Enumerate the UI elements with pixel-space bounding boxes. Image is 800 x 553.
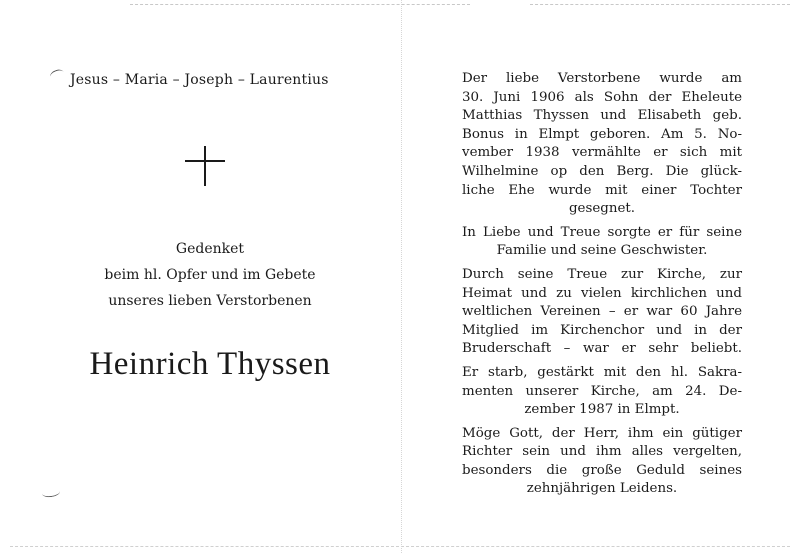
biography-line: Bruderschaft – war er sehr beliebt. (462, 341, 742, 357)
biography-paragraph (462, 364, 742, 420)
biography-line: weltlichen Vereinen – er war 60 Jahre (462, 304, 742, 320)
memorial-line: beim hl. Opfer und im Gebete (104, 267, 316, 283)
memorial-text (60, 236, 360, 314)
biography-line: menten unserer Kirche, am 24. De- (462, 383, 742, 399)
biography-paragraph (462, 70, 742, 219)
biography-line: Bonus in Elmpt geboren. Am 5. No- (462, 126, 742, 142)
biography-line: Heimat und zu vielen kirchlichen und (462, 285, 742, 301)
biography-line: Durch seine Treue zur Kirche, zur (462, 266, 742, 282)
biography-line: 30. Juni 1906 als Sohn der Eheleute (462, 89, 742, 105)
biography-line: Matthias Thyssen und Elisabeth geb. (462, 108, 742, 124)
biography-line: In Liebe und Treue sorgte er für seine (462, 224, 742, 240)
cross-icon (185, 146, 225, 186)
biography-line: Richter sein und ihm alles vergelten, (462, 444, 742, 460)
deceased-name: Heinrich Thyssen (89, 346, 331, 382)
biography-paragraph (462, 425, 742, 499)
biography-line: gesegnet. (568, 201, 636, 217)
biography-line: Wilhelmine op den Berg. Die glück- (462, 163, 742, 179)
card-fold-line (401, 0, 402, 553)
biography-paragraph (462, 224, 742, 261)
biography-line: zember 1987 in Elmpt. (524, 402, 680, 418)
biography-line: Der liebe Verstorbene wurde am (462, 71, 742, 86)
left-panel (20, 0, 390, 553)
biography-paragraph (462, 266, 742, 359)
invocation-line: Jesus – Maria – Joseph – Laurentius (70, 72, 329, 88)
memorial-line: unseres lieben Verstorbenen (108, 293, 312, 309)
biography-line: vember 1938 vermählte er sich mit (462, 145, 742, 161)
biography-line: Er starb, gestärkt mit den hl. Sakra- (462, 364, 742, 380)
scan-artifact-line (530, 4, 790, 5)
biography-line: Mitglied im Kirchenchor und in der (462, 322, 742, 338)
biography-line: besonders die große Geduld seines (462, 462, 742, 478)
biography-line: Familie und seine Geschwister. (496, 243, 708, 259)
memorial-line: Gedenket (175, 241, 245, 257)
biography-line: liche Ehe wurde mit einer Tochter (462, 182, 742, 198)
biography-line: zehnjährigen Leidens. (526, 481, 678, 497)
biography-line: Möge Gott, der Herr, ihm ein gütiger (462, 425, 742, 441)
biography-panel (462, 70, 742, 504)
